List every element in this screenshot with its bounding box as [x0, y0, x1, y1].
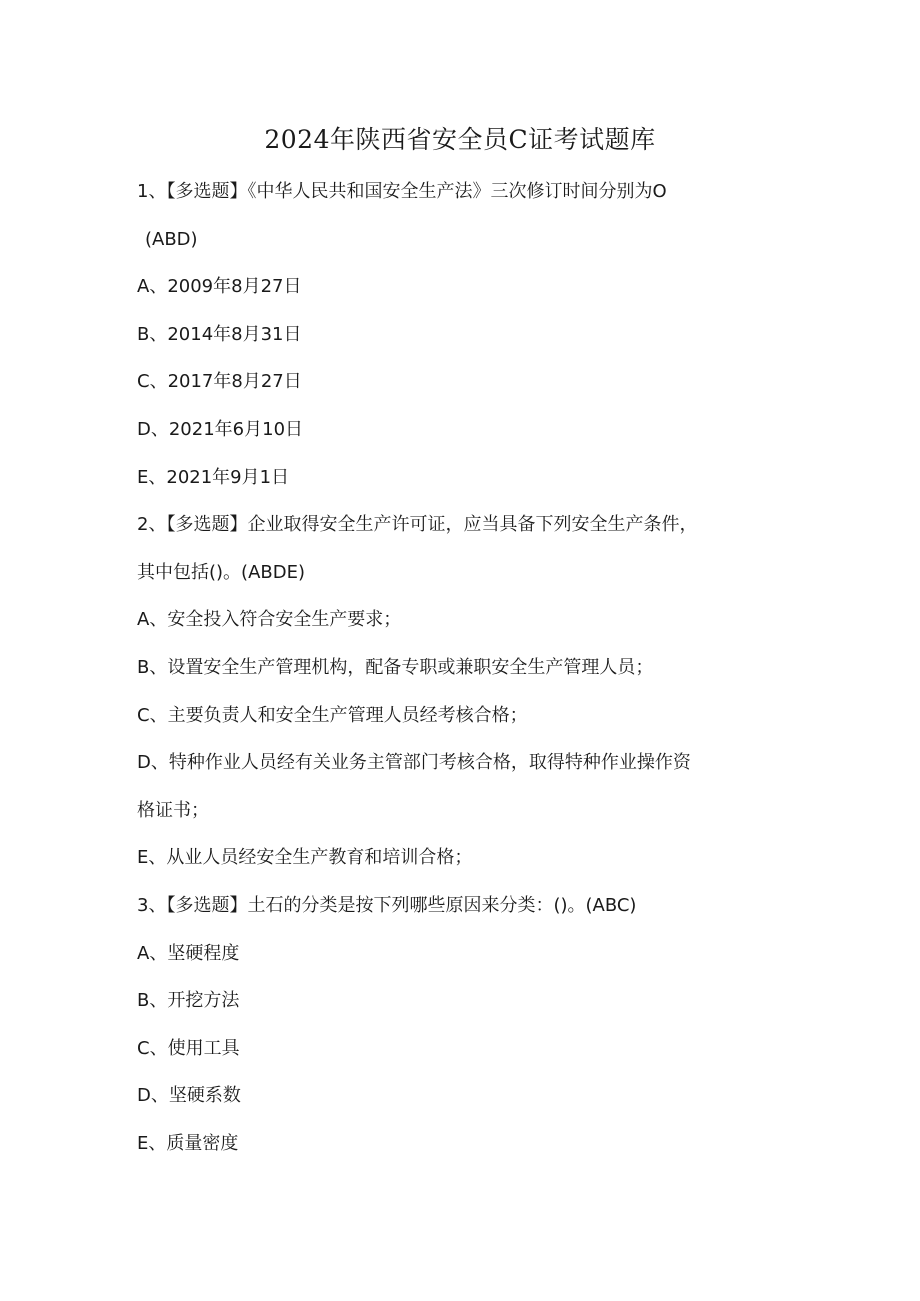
question-2-stem: 2、【多选题】企业取得安全生产许可证，应当具备下列安全生产条件， — [137, 514, 698, 536]
question-2-stem-cont: 其中包括()。(ABDE) — [137, 561, 305, 583]
question-1-stem: 1、【多选题】《中华人民共和国安全生产法》三次修订时间分别为O — [137, 181, 667, 202]
question-2-option-a: A、安全投入符合安全生产要求； — [137, 609, 402, 631]
question-3-option-e: E、质量密度 — [137, 1132, 239, 1154]
question-1-option-c: C、2017年8月27日 — [137, 371, 302, 393]
question-3-option-b: B、开挖方法 — [137, 990, 240, 1012]
question-1-answer: (ABD) — [145, 228, 198, 250]
question-3-option-d: D、坚硬系数 — [137, 1085, 241, 1107]
question-2-option-c: C、主要负责人和安全生产管理人员经考核合格； — [137, 704, 528, 726]
question-1-option-b: B、2014年8月31日 — [137, 323, 302, 345]
question-2-option-d-cont: 格证书； — [137, 799, 209, 821]
question-1-option-e: E、2021年9月1日 — [137, 466, 290, 488]
question-list — [137, 168, 777, 1167]
question-3-option-a: A、坚硬程度 — [137, 942, 240, 964]
document-title: 2024年陕西省安全员C证考试题库 — [264, 125, 656, 154]
question-2-option-d: D、特种作业人员经有关业务主管部门考核合格，取得特种作业操作资 — [137, 752, 691, 774]
question-1-option-d: D、2021年6月10日 — [137, 418, 304, 440]
question-3-option-c: C、使用工具 — [137, 1037, 240, 1059]
question-2-option-b: B、设置安全生产管理机构，配备专职或兼职安全生产管理人员； — [137, 656, 654, 678]
question-2-option-e: E、从业人员经安全生产教育和培训合格； — [137, 847, 473, 869]
question-1-option-a: A、2009年8月27日 — [137, 276, 302, 298]
question-3-stem: 3、【多选题】土石的分类是按下列哪些原因来分类：()。(ABC) — [137, 894, 637, 916]
